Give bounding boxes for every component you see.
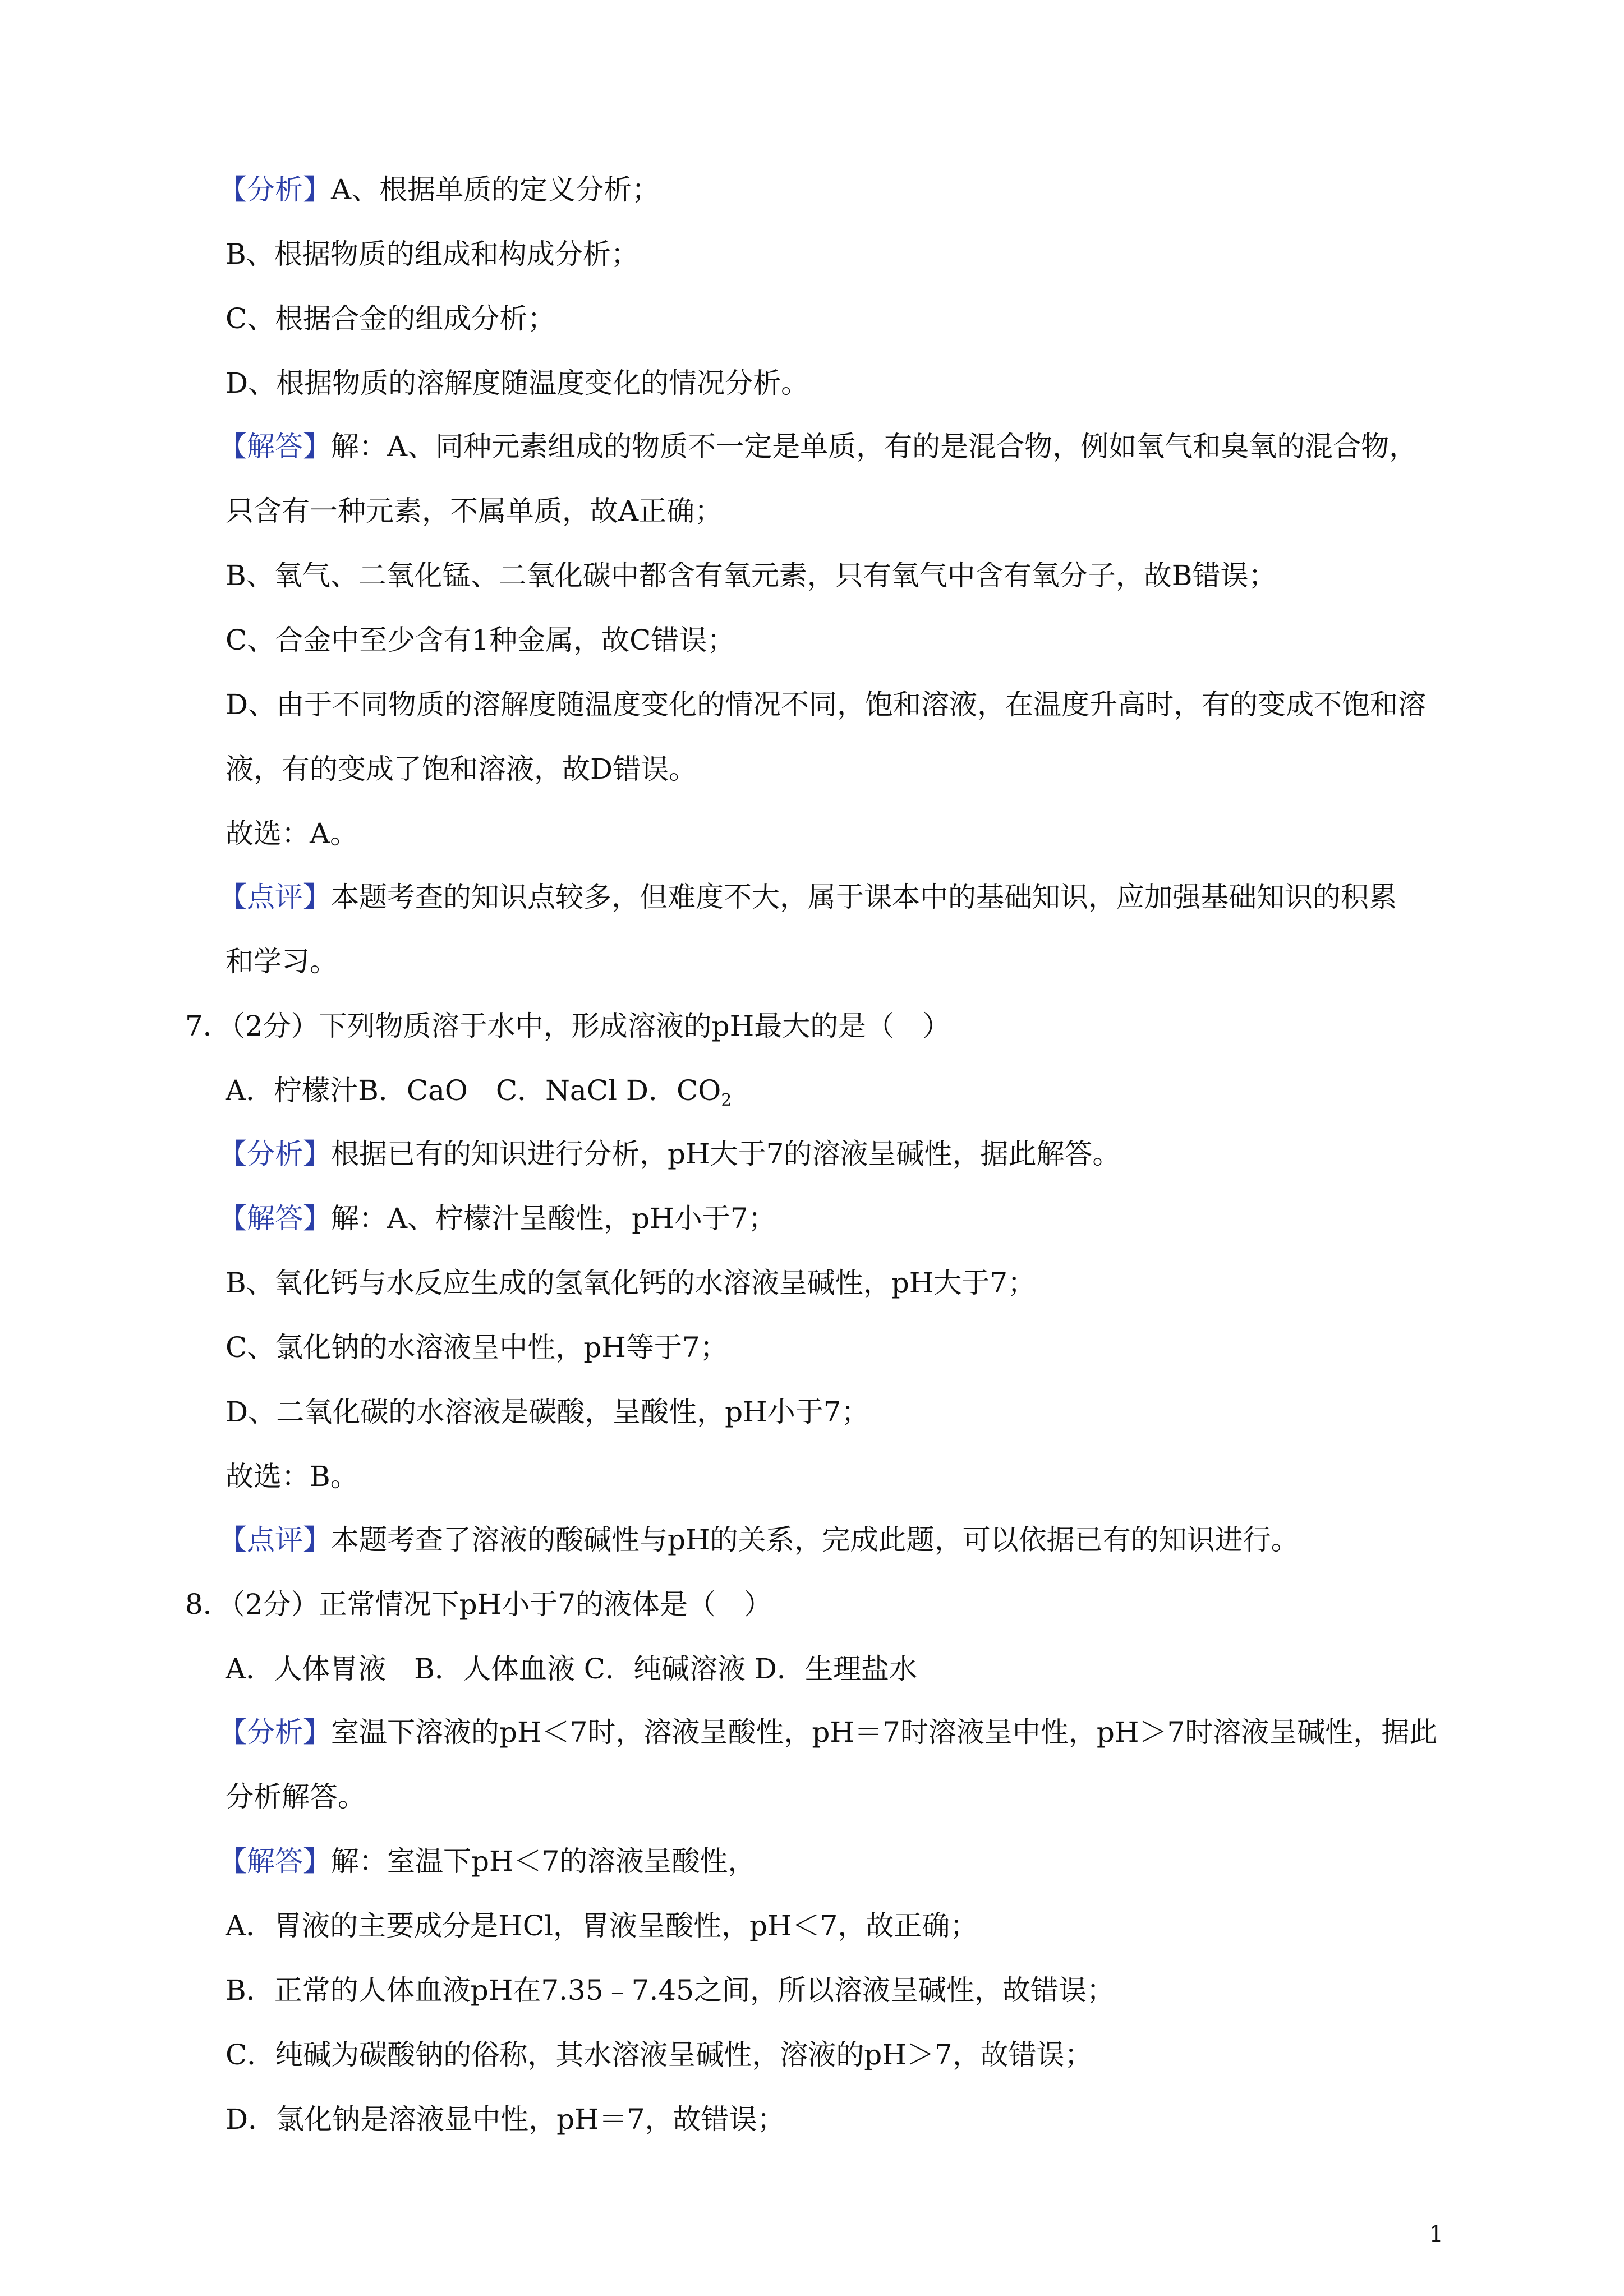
- q6-analysis-line: [219, 173, 660, 206]
- q7-choice: 故选：B。: [226, 1460, 358, 1493]
- q8-analysis-cont: 分析解答。: [226, 1780, 366, 1813]
- q7-answer-b: B、氧化钙与水反应生成的氢氧化钙的水溶液呈碱性，pH大于7；: [226, 1267, 1036, 1299]
- q7-options-sub: 2: [721, 1091, 732, 1110]
- q7-answer-line: [219, 1202, 776, 1235]
- analysis-text: 室温下溶液的pH＜7时，溶液呈酸性，pH＝7时溶液呈中性，pH＞7时溶液呈碱性，据此: [331, 1716, 1438, 1749]
- q8-analysis-line: [219, 1715, 1437, 1749]
- q6-analysis-d: D、根据物质的溶解度随温度变化的情况分析。: [226, 367, 809, 399]
- analysis-tag: 【分析】: [219, 1138, 331, 1170]
- answer-tag: 【解答】: [219, 1202, 331, 1235]
- answer-tag: 【解答】: [219, 430, 331, 463]
- analysis-tag: 【分析】: [219, 1716, 331, 1749]
- q6-answer-d-cont: 液，有的变成了饱和溶液，故D错误。: [226, 753, 697, 785]
- comment-tag: 【点评】: [219, 881, 331, 913]
- page-number: 1: [1429, 2221, 1443, 2247]
- answer-text: 解：A、柠檬汁呈酸性，pH小于7；: [331, 1202, 776, 1235]
- answer-text: 解：A、同种元素组成的物质不一定是单质，有的是混合物，例如氧气和臭氧的混合物，: [331, 430, 1418, 463]
- q8-answer-c: C．纯碱为碳酸钠的俗称，其水溶液呈碱性，溶液的pH＞7，故错误；: [226, 2039, 1093, 2071]
- q7-answer-c: C、氯化钠的水溶液呈中性，pH等于7；: [226, 1331, 728, 1364]
- q6-choice: 故选：A。: [226, 817, 358, 850]
- analysis-text: A、根据单质的定义分析；: [331, 173, 660, 206]
- analysis-text: 根据已有的知识进行分析，pH大于7的溶液呈碱性，据此解答。: [331, 1138, 1121, 1170]
- q8-answer-b: B．正常的人体血液pH在7.35﹣7.45之间，所以溶液呈碱性，故错误；: [226, 1974, 1115, 2007]
- answer-text: 解：室温下pH＜7的溶液呈酸性，: [331, 1845, 756, 1878]
- comment-tag: 【点评】: [219, 1524, 331, 1556]
- q6-answer-line: [219, 430, 1417, 463]
- q8-answer-d: D．氯化钠是溶液显中性，pH＝7，故错误；: [226, 2103, 785, 2136]
- q8-options: A．人体胃液 B．人体血液 C．纯碱溶液 D．生理盐水: [226, 1653, 917, 1685]
- q8-answer-line: [219, 1844, 756, 1878]
- answer-tag: 【解答】: [219, 1845, 331, 1878]
- q6-answer-c: C、合金中至少含有1种金属，故C错误；: [226, 624, 735, 656]
- comment-text: 本题考查的知识点较多，但难度不大，属于课本中的基础知识，应加强基础知识的积累: [331, 881, 1397, 913]
- q6-answer-b: B、氧气、二氧化锰、二氧化碳中都含有氧元素，只有氧气中含有氧分子，故B错误；: [226, 559, 1277, 592]
- q8-answer-a: A．胃液的主要成分是HCl，胃液呈酸性，pH＜7，故正确；: [226, 1910, 978, 1942]
- q7-answer-d: D、二氧化碳的水溶液是碳酸，呈酸性，pH小于7；: [226, 1396, 869, 1428]
- analysis-tag: 【分析】: [219, 173, 331, 206]
- q7-options-main: A．柠檬汁B．CaO C．NaCl D．CO: [226, 1074, 721, 1107]
- q6-comment-cont: 和学习。: [226, 945, 338, 978]
- q6-analysis-c: C、根据合金的组成分析；: [226, 302, 556, 335]
- q7-analysis-line: [219, 1137, 1120, 1171]
- q7-title: 7．（2分）下列物质溶于水中，形成溶液的pH最大的是（ ）: [185, 1010, 951, 1042]
- q6-answer-cont: 只含有一种元素，不属单质，故A正确；: [226, 495, 723, 527]
- q7-options: [226, 1074, 732, 1110]
- q7-comment-line: [219, 1523, 1299, 1557]
- q6-answer-d: D、由于不同物质的溶解度随温度变化的情况不同，饱和溶液，在温度升高时，有的变成不饱和溶: [226, 688, 1427, 721]
- comment-text: 本题考查了溶液的酸碱性与pH的关系，完成此题，可以依据已有的知识进行。: [331, 1524, 1299, 1556]
- q8-title: 8．（2分）正常情况下pH小于7的液体是（ ）: [185, 1588, 772, 1621]
- q6-comment-line: [219, 880, 1397, 914]
- q6-analysis-b: B、根据物质的组成和构成分析；: [226, 238, 639, 270]
